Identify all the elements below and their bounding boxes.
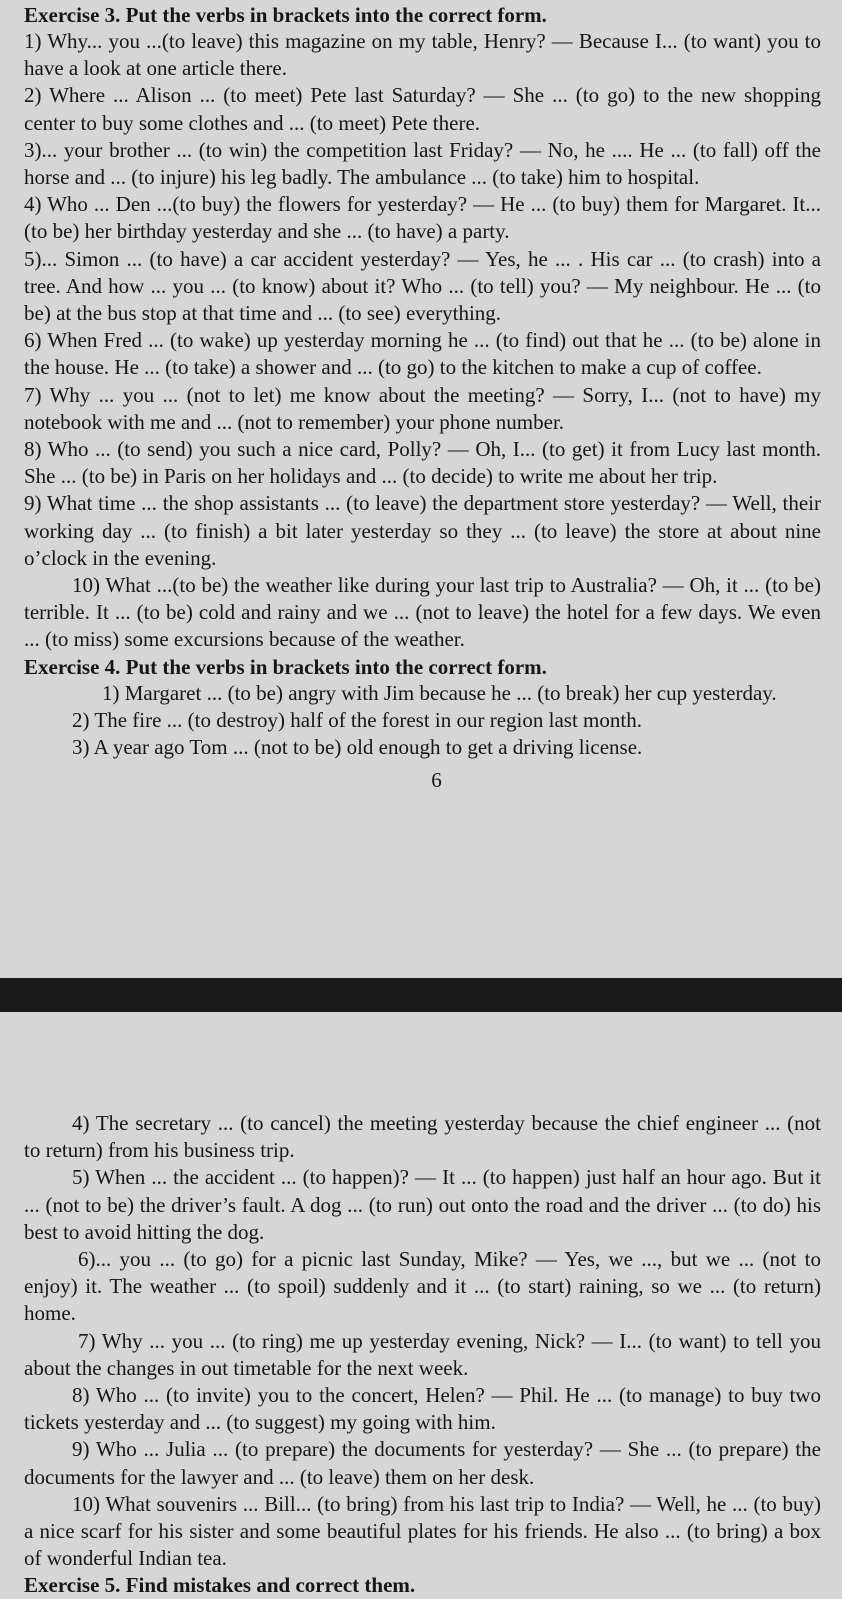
exercise-5-heading-cut: Exercise 5. Find mistakes and correct them. [24, 1573, 416, 1598]
ex4-item-3: 3) A year ago Tom ... (not to be) old enough to get a driving license. [72, 735, 643, 760]
ex4-item-2: 2) The fire ... (to destroy) half of the forest in our region last month. [72, 707, 642, 732]
exercise-4-heading: Exercise 4. Put the verbs in brackets into the correct form. [24, 654, 547, 679]
page-number: 6 [431, 768, 442, 793]
ex4-item-10: 10) What souvenirs ... Bill... (to bring) from his last trip to India? — Well, he ... (to buy) a nice scarf for his sister and some beautiful plates for his friends. He also ... (to bring) a box of wonderful Indian tea. [24, 1491, 821, 1571]
ex3-item-7: 7) Why ... you ... (not to let) me know about the meeting? — Sorry, I... (not to have) my notebook with me and ... (not to remember) your phone number. [24, 382, 821, 434]
ex3-item-1: 1) Why... you ...(to leave) this magazine on my table, Henry? — Because I... (to want) you to have a look at one article there. [24, 29, 821, 81]
ex3-item-3: 3)... your brother ... (to win) the competition last Friday? — No, he .... He ... (to fall) off the horse and ... (to injure) his leg badly. The ambulance ... (to take) him to hospital. [24, 137, 821, 190]
ex3-item-10: 10) What ...(to be) the weather like during your last trip to Australia? — Oh, it ... (to be) terrible. It ... (to be) cold and rainy and we ... (not to leave) the hotel for a few days. We even ... (to miss) some excursions because of the weather. [24, 573, 821, 652]
ex4-item-6: 6)... you ... (to go) for a picnic last Sunday, Mike? — Yes, we ..., but we ... (not to enjoy) it. The weather ... (to spoil) suddenly and it ... (to start) raining, so we ... (to return) home. [24, 1247, 821, 1326]
page-bottom [0, 1012, 842, 1598]
ex4-item-1: 1) Margaret ... (to be) angry with Jim because he ... (to break) her cup yesterday. [102, 680, 777, 705]
ex4-item-5: 5) When ... the accident ... (to happen)? — It ... (to happen) just half an hour ago. But it ... (not to be) the driver’s fault. A dog ... (to run) out onto the road and the driver ... (to do) his best to avoid hitting the dog. [24, 1165, 821, 1244]
ex3-item-5: 5)... Simon ... (to have) a car accident yesterday? — Yes, he ... . His car ... (to crash) into a tree. And how ... you ... (to know) about it? Who ... (to tell) you? — My neighbour. He ... (to be) at the bus stop at that time and ... (to see) everything. [24, 246, 821, 326]
ex3-item-8: 8) Who ... (to send) you such a nice card, Polly? — Oh, I... (to get) it from Lucy last month. She ... (to be) in Paris on her holidays and ... (to decide) to write me about her trip. [24, 437, 821, 489]
ex4-item-8: 8) Who ... (to invite) you to the concert, Helen? — Phil. He ... (to manage) to buy two tickets yesterday and ... (to suggest) my going with him. [24, 1383, 821, 1435]
ex3-item-4: 4) Who ... Den ...(to buy) the flowers for yesterday? — He ... (to buy) them for Margaret. It... (to be) her birthday yesterday and she ... (to have) a party. [24, 192, 821, 244]
ex4-item-4: 4) The secretary ... (to cancel) the meeting yesterday because the chief engineer ... (not to return) from his business trip. [24, 1111, 821, 1163]
ex3-item-9: 9) What time ... the shop assistants ... (to leave) the department store yesterday? — Well, their working day ... (to finish) a bit later yesterday so they ... (to leave) the store at about nine o’clock in the evening. [24, 491, 821, 570]
ex3-item-2: 2) Where ... Alison ... (to meet) Pete last Saturday? — She ... (to go) to the new shopping center to buy some clothes and ... (to meet) Pete there. [24, 83, 821, 135]
ex4-item-7: 7) Why ... you ... (to ring) me up yesterday evening, Nick? — I... (to want) to tell you about the changes in out timetable for the next week. [24, 1328, 821, 1380]
ex3-item-6: 6) When Fred ... (to wake) up yesterday morning he ... (to find) out that he ... (to be) alone in the house. He ... (to take) a shower and ... (to go) to the kitchen to make a cup of coffee. [24, 328, 821, 380]
page-divider [0, 978, 842, 1012]
exercise-3-heading: Exercise 3. Put the verbs in brackets into the correct form. [24, 3, 547, 27]
ex4-item-9: 9) Who ... Julia ... (to prepare) the documents for yesterday? — She ... (to prepare) the documents for the lawyer and ... (to leave) them on her desk. [24, 1437, 821, 1489]
